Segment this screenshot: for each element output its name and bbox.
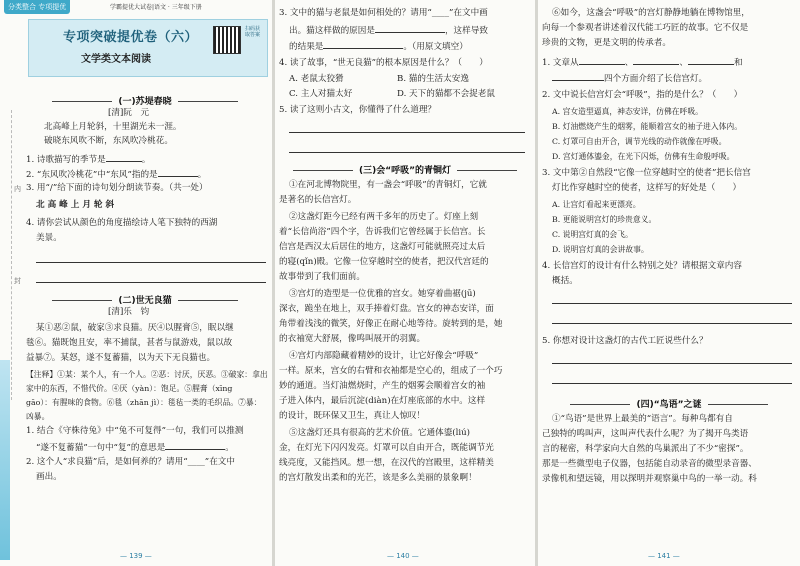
answer-blank[interactable] [323, 40, 403, 49]
passage-line: 毯⑥。猫既饱且安，率不捕鼠，甚者与鼠游戏，鼠以故 [26, 338, 233, 348]
passage-line: 是著名的长信宫灯。 [279, 195, 357, 205]
question-4-cont: 概括。 [552, 276, 578, 286]
passage-line: ⑥如今，这盏会“呼吸”的宫灯静静地躺在博物馆里， [552, 8, 750, 18]
page-141 [538, 0, 800, 566]
option-b[interactable]: B. 更能说明宫灯的珍贵意义。 [552, 215, 657, 224]
question-4: 4. 请你尝试从颜色的角度描绘诗人笔下独特的西湖 [26, 218, 218, 228]
qr-caption: 扫码获取答案 [245, 26, 261, 38]
answer-blank[interactable] [165, 441, 225, 450]
answer-blank[interactable] [579, 56, 625, 65]
answer-line[interactable] [36, 262, 266, 263]
page-number: — 140 — [387, 552, 419, 560]
passage-line: ②这盏灯距今已经有两千多年的历史了。灯座上刻 [289, 212, 479, 222]
option-d[interactable]: D. 宫灯通体鎏金，在光下闪烁，仿佛有生命般呼吸。 [552, 152, 735, 161]
section-title-4: (四)“鸟语”之谜 [538, 397, 800, 410]
option-b[interactable]: B. 猫的生活太安逸 [397, 74, 469, 84]
paper-title: 专项突破提优卷（六） [63, 30, 199, 45]
answer-blank[interactable] [106, 153, 142, 162]
page-139 [0, 0, 272, 566]
passage-line: ①在河北博物院里，有一盏会“呼吸”的青铜灯，它就 [289, 180, 487, 190]
answer-blank[interactable] [158, 168, 198, 177]
category-tag: 分类整合 专项提优 [4, 0, 70, 14]
binding-line [11, 110, 15, 400]
passage-line: 故事带到了我们面前。 [279, 272, 365, 282]
qr-code-icon[interactable] [213, 26, 241, 54]
question-7-cont: 的结果是 。（用原文填空） [289, 42, 468, 52]
question-4: 4. 长信宫灯的设计有什么特别之处？请根据文章内容 [542, 261, 742, 271]
passage-line: ①“鸟语”是世界上最美的“语言”。每种鸟都有自 [552, 414, 733, 424]
passage-line: 录像机和望远镜，用以探明并观察巢中鸟的一举一动。科 [542, 474, 757, 484]
passage-line: 角带着浅浅的微笑，好像正在耐心地等待。旋转到的是，她 [279, 319, 503, 329]
passage-line: 的设计，既环保又卫生，真让人惊叹！ [279, 411, 426, 421]
question-1: 1. 文章从 、 、 和 [542, 58, 743, 68]
answer-line[interactable] [552, 323, 792, 324]
answer-blank[interactable] [688, 56, 734, 65]
passage-line: 言的秘密，科学家向大自然的鸟巢派出了不少“密探”。 [542, 444, 749, 454]
option-b[interactable]: B. 灯油燃烧产生的烟雾，能顺着宫女的袖子进入体内。 [552, 122, 743, 131]
question-7-cont: 出。猫这样做的原因是 ，这样导致 [289, 26, 488, 36]
title-banner [28, 19, 268, 77]
section-title-2: (二)世无良猫 [20, 293, 270, 306]
passage-line: ④宫灯内部隐藏着精妙的设计，让它好像会“呼吸” [289, 351, 479, 361]
question-8: 4. 读了故事，“世无良猫”的根本原因是什么？（ ） [279, 58, 488, 68]
series-title: 学霸提优大试卷|语文 · 三年级下册 [110, 4, 202, 11]
binding-mark: 封 [14, 277, 21, 285]
option-a[interactable]: A. 宫女造型逼真，神态安详，仿佛在呼吸。 [552, 107, 703, 116]
passage-line: 一样。原来，宫女的右臂和衣袖都是空心的，组成了一个巧 [279, 366, 503, 376]
option-d[interactable]: D. 说明宫灯真的会讲故事。 [552, 245, 649, 254]
page-140 [275, 0, 535, 566]
section-title-1: (一)苏堤春晓 [20, 94, 270, 107]
option-c[interactable]: C. 灯罩可自由开合，调节光线的动作就像在呼吸。 [552, 137, 727, 146]
question-5: 1. 结合《守株待兔》中“兔不可复得”一句，我们可以推测 [26, 426, 244, 436]
answer-line[interactable] [552, 363, 792, 364]
option-d[interactable]: D. 天下的猫都不会捉老鼠 [397, 89, 495, 99]
question-2: 2. 文中说长信宫灯会“呼吸”，指的是什么？（ ） [542, 90, 743, 100]
passage-line: 某①恶②鼠，破家③求良猫。厌④以腥膏⑤，眠以继 [36, 323, 234, 333]
note-line: 凶暴。 [26, 412, 50, 421]
option-a[interactable]: A. 让宫灯看起来更漂亮。 [552, 200, 641, 209]
passage-line: 子进入体内，最后沉淀(diàn)在灯座底部的水中。这样 [279, 396, 486, 406]
question-2: 2. “东风吹冷桃花”中“东风”指的是 。 [26, 170, 207, 180]
passage-line: ⑤这盏灯还具有很高的艺术价值。它通体鎏(liú) [289, 428, 471, 438]
question-3: 3. 文中第②自然段“它像一位穿越时空的使者”把长信宫 [542, 168, 751, 178]
passage-line: 线亮度，又能挡风。想一想，在汉代的宫殿里，这样精美 [279, 458, 494, 468]
poem-line: 破晓东风吹不断，东风吹冷桃花。 [44, 136, 173, 146]
answer-blank[interactable] [552, 72, 604, 81]
section-title-3: (三)会“呼吸”的青铜灯 [275, 163, 535, 176]
question-5: 5. 你想对设计这盏灯的古代工匠说些什么？ [542, 336, 708, 346]
passage-line: 那是一些微型电子仪器，包括能自动录音的微型录音器、 [542, 459, 757, 469]
question-9: 5. 读了这则小古文，你懂得了什么道理？ [279, 105, 437, 115]
question-6: 2. 这个人“求良猫”后，是如何养的？请用“____”在文中 [26, 457, 235, 467]
question-3: 3. 用“/”给下面的诗句划分朗读节奏。（共一处） [26, 183, 208, 193]
passage-line: 己独特的鸣叫声，这叫声代表什么呢？为了揭开鸟类语 [542, 429, 749, 439]
question-5-cont: “遂不复蓄猫”一句中“复”的意思是 。 [36, 443, 234, 453]
question-1: 1. 诗歌描写的季节是 。 [26, 155, 151, 165]
option-c[interactable]: C. 说明宫灯真的会飞。 [552, 230, 633, 239]
passage-line: 向每一个参观者讲述着汉代能工巧匠的故事。它不仅是 [542, 23, 749, 33]
passage-line: 信宫是西汉太后居住的地方，这盏灯可能就照亮过太后 [279, 242, 486, 252]
passage-line: 的衣袖宽大舒展，像鸣叫展开的羽翼。 [279, 334, 426, 344]
answer-blank[interactable] [375, 24, 445, 33]
poem-rhythm-line[interactable]: 北 高 峰 上 月 轮 斜 [36, 200, 115, 210]
question-6-cont: 画出。 [36, 472, 62, 482]
poem-line: 北高峰上月轮斜，十里湖光未一涯。 [44, 122, 182, 132]
answer-line[interactable] [289, 152, 525, 153]
option-c[interactable]: C. 主人对猫太好 [289, 89, 353, 99]
answer-line[interactable] [552, 383, 792, 384]
poem-author: [清]阮 元 [108, 108, 150, 118]
question-1-cont: 四个方面介绍了长信宫灯。 [552, 72, 707, 85]
passage-line: 的宫灯散发出柔和的光芒，该是多么美丽的景象啊！ [279, 473, 477, 483]
passage-line: 着“长信尚浴”四个字，告诉我们它曾经属于长信宫。长 [279, 227, 486, 237]
answer-line[interactable] [289, 132, 525, 133]
question-3-cont: 灯比作穿越时空的使者，这样写的好处是（ ） [552, 183, 742, 193]
answer-line[interactable] [552, 303, 792, 304]
passage-line: ③宫灯的造型是一位优雅的宫女。她穿着曲裾(jū) [289, 289, 476, 299]
passage-line: 深衣，跪坐在地上，双手捧着灯盘。宫女的神态安详，面 [279, 304, 494, 314]
text-author: [清]乐 钧 [108, 307, 150, 317]
option-a[interactable]: A. 老鼠太狡猾 [289, 74, 344, 84]
note-line: 【注释】①某：某个人，有一个人。②恶：讨厌，厌恶。③破家：拿出 [26, 370, 268, 379]
page-number: — 139 — [120, 552, 152, 560]
side-decoration [0, 360, 10, 560]
note-line: gāo）：有腥味的食物。⑥毯（zhān jì）：毯毡一类的毛织品。⑦暴： [26, 398, 262, 407]
passage-line: 妙的通道。当灯油燃烧时，产生的烟雾会顺着宫女的袖 [279, 381, 486, 391]
page-number: — 141 — [648, 552, 680, 560]
question-7: 3. 文中的猫与老鼠是如何相处的？请用“____”在文中画 [279, 8, 488, 18]
passage-line: 珍贵的文物，更是文明的传承者。 [542, 38, 671, 48]
passage-line: 益暴⑦。某怒，遂不复蓄猫，以为天下无良猫也。 [26, 353, 216, 363]
paper-subtitle: 文学类文本阅读 [81, 54, 151, 65]
question-4-cont: 美景。 [36, 233, 62, 243]
answer-blank[interactable] [633, 56, 679, 65]
passage-line: 的寝(qǐn)殿。它像一位穿越时空的使者，把汉代宫廷的 [279, 257, 489, 267]
answer-line[interactable] [36, 282, 266, 283]
note-line: 家中的东西，不惜代价。④厌（yàn）：饱足。⑤腥膏（xīng [26, 384, 233, 393]
binding-mark: 内 [14, 185, 21, 193]
passage-line: 金，在灯光下闪闪发亮。灯罩可以自由开合，既能调节光 [279, 443, 494, 453]
